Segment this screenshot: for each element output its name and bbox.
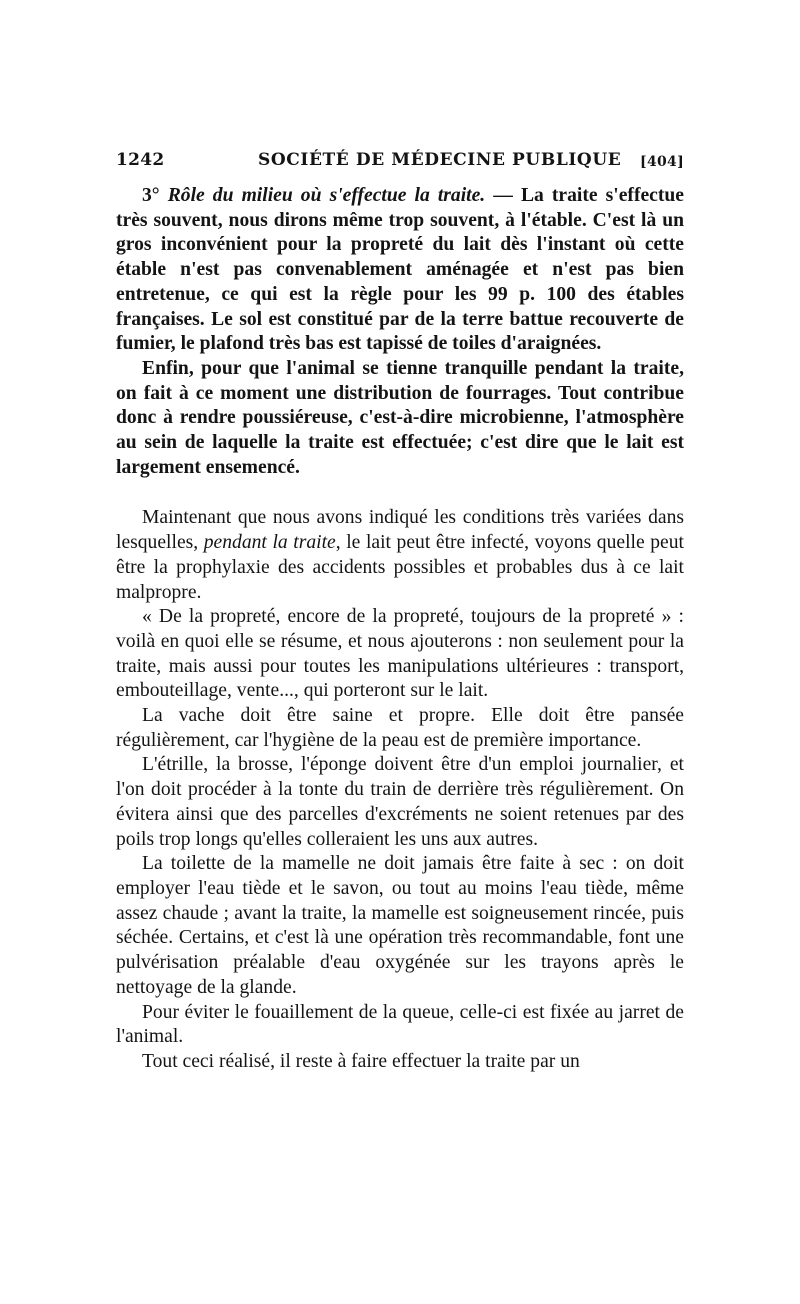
paragraph-fourrages: Enfin, pour que l'animal se tienne tranquille pendant la traite, on fait à ce moment une distribution de fourrages. Tout contribue donc à rendre poussiéreuse, c'est-à-dire microbienne, l'atmosphère au sein de laquelle la traite est effectuée; c'est dire que le lait est largement ensemencé. xyxy=(116,357,684,478)
running-title: SOCIÉTÉ DE MÉDECINE PUBLIQUE xyxy=(258,150,622,170)
page-number: 1242 xyxy=(116,150,165,170)
body-text xyxy=(116,184,684,1075)
section-number: 3° xyxy=(142,185,160,206)
paragraph-vache: La vache doit être saine et propre. Elle doit être pansée régulièrement, car l'hygiène de la peau est de première importance. xyxy=(116,705,684,751)
paragraph-milieu xyxy=(116,184,684,357)
page-reference: [404] xyxy=(640,154,684,170)
section-heading: Rôle du milieu où s'effectue la traite. xyxy=(167,185,486,206)
paragraph-traite: Tout ceci réalisé, il reste à faire effectuer la traite par un xyxy=(142,1050,580,1072)
paragraph-queue: Pour éviter le fouaillement de la queue, celle-ci est fixée au jarret de l'animal. xyxy=(116,1001,684,1048)
paragraph-prophylaxie: Maintenant que nous avons indiqué les conditions très variées dans lesquelles, pendant la traite, le lait peut être infecté, voyons quelle peut être la prophylaxie des accidents possibles et probables dus à ce lait malpropre. xyxy=(116,507,684,603)
italic-phrase: pendant la traite xyxy=(203,532,336,554)
paragraph-mamelle: La toilette de la mamelle ne doit jamais être faite à sec : on doit employer l'eau tiède et le savon, ou tout au moins l'eau tiède, même assez chaude ; avant la traite, la mamelle est soigneusement rincée, puis séchée. Certains, et c'est là une opération très recommandable, font une pulvérisation préalable d'eau oxygénée sur les trayons après le nettoyage de la glande. xyxy=(116,853,684,998)
paragraph-etrille: L'étrille, la brosse, l'éponge doivent être d'un emploi journalier, et l'on doit procéder à la tonte du train de derrière très régulièrement. On évitera ainsi que des parcelles d'excréments ne soient retenues par des poils trop longs qu'elles colleraient les uns aux autres. xyxy=(116,754,684,850)
paragraph-text: — La traite s'effectue très souvent, nous dirons même trop souvent, à l'étable. C'est là un gros inconvénient pour la propreté du lait dès l'instant où cette étable n'est pas convenablement aménagée et n'est pas bien entretenue, ce qui est la règle pour les 99 p. 100 des étables françaises. Le sol est constitué par de la terre battue recouverte de fumier, le plafond très bas est tapissé de toiles d'araignées. xyxy=(116,185,684,355)
running-head xyxy=(116,148,684,174)
paragraph-proprete: « De la propreté, encore de la propreté, toujours de la propreté » : voilà en quoi elle se résume, et nous ajouterons : non seulement pour la traite, mais aussi pour toutes les manipulations ultérieures : transport, embouteillage, vente..., qui porteront sur le lait. xyxy=(116,606,684,702)
